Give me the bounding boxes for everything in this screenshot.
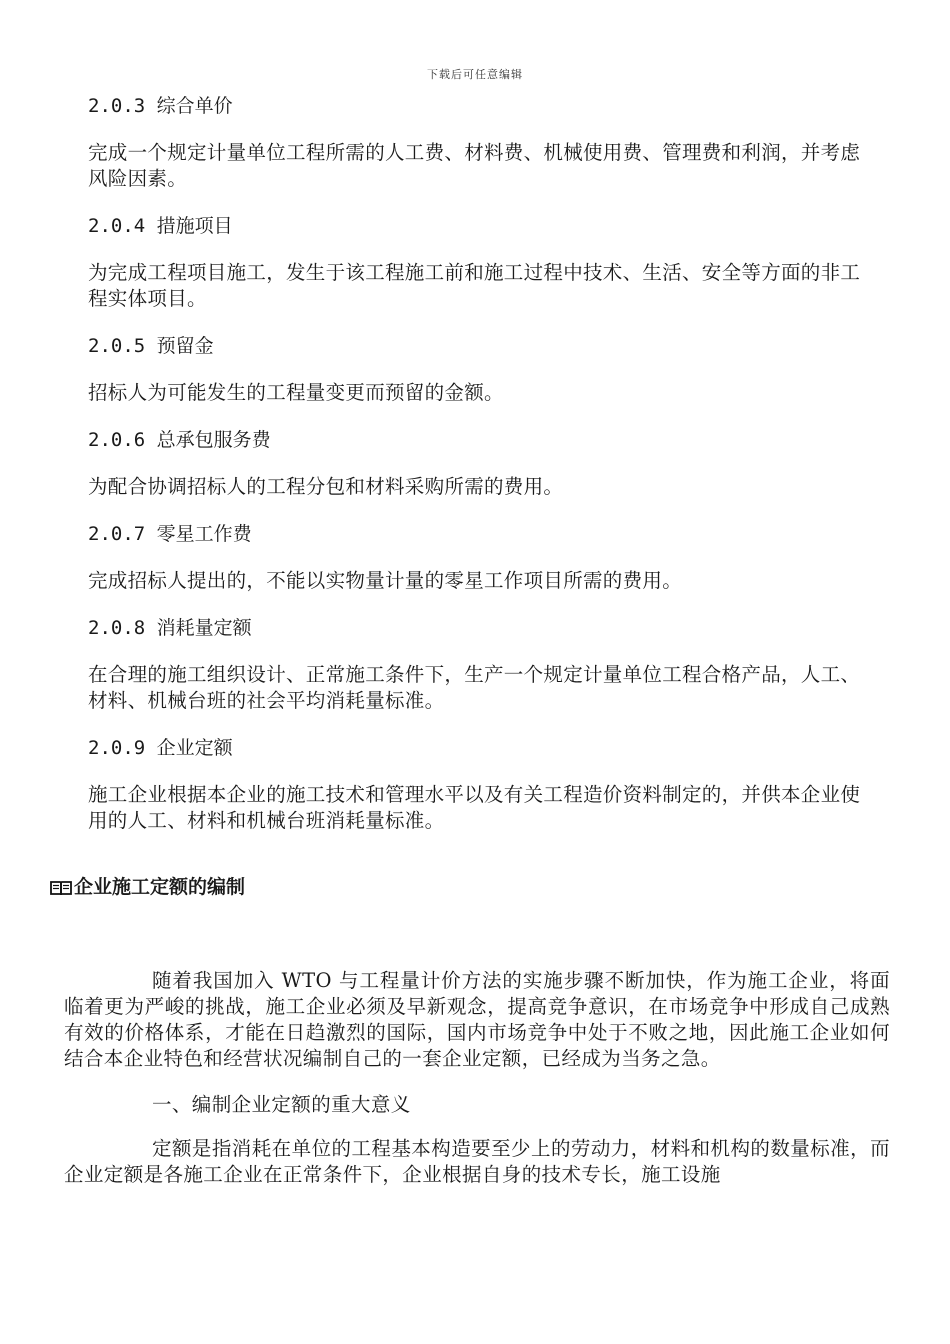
definition-desc: 招标人为可能发生的工程量变更而预留的金额。 bbox=[88, 381, 504, 404]
definition-desc: 为完成工程项目施工，发生于该工程施工前和施工过程中技术、生活、安全等方面的非工程实体项目。 bbox=[88, 261, 861, 310]
definition-term: 2.0.5 预留金 bbox=[88, 335, 214, 357]
definition-term: 2.0.7 零星工作费 bbox=[88, 523, 252, 545]
header-note: 下载后可任意编辑 bbox=[427, 68, 523, 81]
definition-desc: 完成一个规定计量单位工程所需的人工费、材料费、机械使用费、管理费和利润，并考虑风险因素。 bbox=[88, 141, 861, 190]
paragraph: 定额是指消耗在单位的工程基本构造要至少上的劳动力，材料和机构的数量标准，而企业定额是各施工企业在正常条件下，企业根据自身的技术专长，施工设施 bbox=[64, 1137, 890, 1186]
section-title: 企业施工定额的编制 bbox=[74, 876, 246, 898]
definition-desc: 为配合协调招标人的工程分包和材料采购所需的费用。 bbox=[88, 475, 564, 498]
definition-term: 2.0.8 消耗量定额 bbox=[88, 617, 252, 639]
book-icon bbox=[50, 878, 72, 896]
definition-term: 2.0.3 综合单价 bbox=[88, 95, 233, 117]
definition-desc: 在合理的施工组织设计、正常施工条件下，生产一个规定计量单位工程合格产品，人工、材料、机械台班的社会平均消耗量标准。 bbox=[88, 663, 861, 712]
definition-desc: 施工企业根据本企业的施工技术和管理水平以及有关工程造价资料制定的，并供本企业使用的人工、材料和机械台班消耗量标准。 bbox=[88, 783, 861, 832]
body-text bbox=[64, 968, 890, 1208]
definition-desc: 完成招标人提出的，不能以实物量计量的零星工作项目所需的费用。 bbox=[88, 569, 683, 592]
paragraph: 随着我国加入 WTO 与工程量计价方法的实施步骤不断加快，作为施工企业，将面临着更为严峻的挑战，施工企业必须及早新观念，提高竞争意识，在市场竞争中形成自己成熟有效的价格体系，才能在日趋激烈的国际，国内市场竞争中处于不败之地，因此施工企业如何结合本企业特色和经营状况编制自己的一套企业定额，已经成为当务之急。 bbox=[64, 969, 890, 1070]
section-heading bbox=[50, 874, 245, 900]
subheading: 一、编制企业定额的重大意义 bbox=[152, 1093, 411, 1116]
definition-term: 2.0.4 措施项目 bbox=[88, 215, 233, 237]
definition-term: 2.0.9 企业定额 bbox=[88, 737, 233, 759]
definitions-list bbox=[88, 92, 868, 854]
definition-term: 2.0.6 总承包服务费 bbox=[88, 429, 271, 451]
